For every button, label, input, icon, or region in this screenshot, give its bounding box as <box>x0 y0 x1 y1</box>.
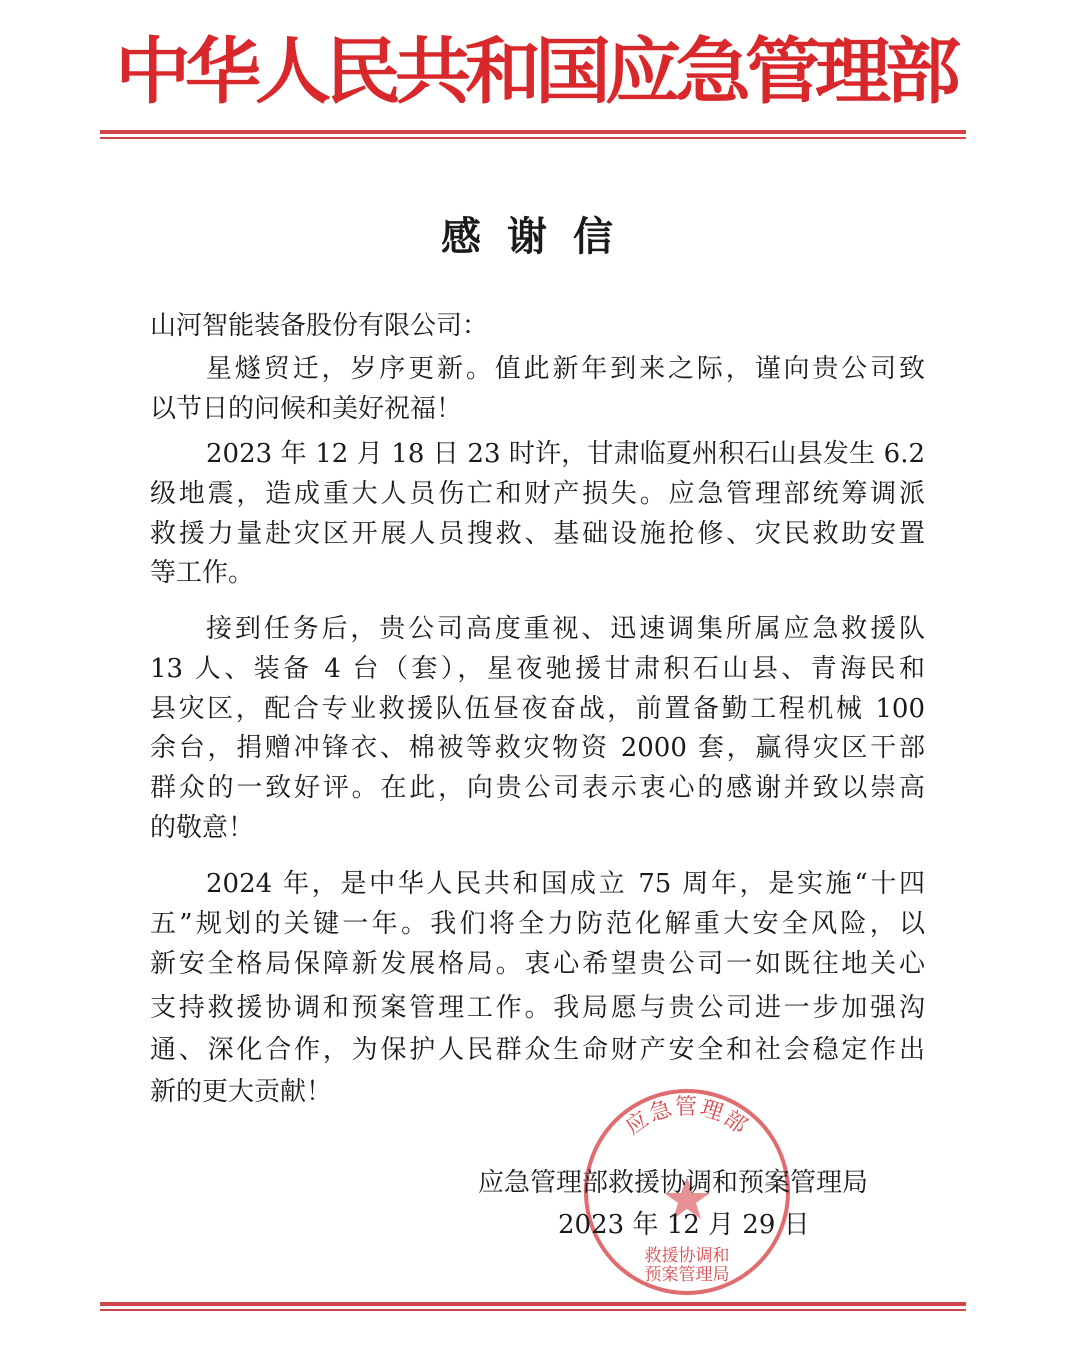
footer-rule-thin <box>100 1309 966 1311</box>
signature-date: 2023 年 12 月 29 日 <box>558 1210 810 1240</box>
letterhead: 中华人民共和国应急管理部 <box>115 29 955 114</box>
signature-org: 应急管理部救援协调和预案管理局 <box>478 1168 869 1198</box>
seal-bottom-text: 救援协调和预案管理局 <box>644 1246 730 1285</box>
body-line: 余台，捐赠冲锋衣、棉被等救灾物资 2000 套，赢得灾区干部 <box>150 733 925 763</box>
body-line: 群众的一致好评。在此，向贵公司表示衷心的感谢并致以崇高 <box>150 773 925 803</box>
seal-top-text: 应急管理部 <box>621 1095 753 1141</box>
letter-title: 感谢信 <box>441 214 639 260</box>
body-line: 2024 年，是中华人民共和国成立 75 周年，是实施“十四 <box>206 869 925 899</box>
header-rule-thin <box>100 137 966 139</box>
body-line: 五”规划的关键一年。我们将全力防范化解重大安全风险，以 <box>150 909 925 939</box>
body-line: 的敬意！ <box>150 813 255 843</box>
body-line: 等工作。 <box>150 558 255 588</box>
body-line: 以节日的问候和美好祝福！ <box>150 394 463 424</box>
body-line: 2023 年 12 月 18 日 23 时许，甘肃临夏州积石山县发生 6.2 <box>206 439 925 469</box>
header-rule-thick <box>100 130 966 134</box>
body-line: 星燧贸迁，岁序更新。值此新年到来之际，谨向贵公司致 <box>206 354 925 384</box>
body-line: 新的更大贡献！ <box>150 1077 333 1107</box>
footer-rule-thick <box>100 1302 966 1306</box>
body-line: 级地震，造成重大人员伤亡和财产损失。应急管理部统筹调派 <box>150 479 925 509</box>
body-line: 接到任务后，贵公司高度重视、迅速调集所属应急救援队 <box>206 614 925 644</box>
body-line: 县灾区，配合专业救援队伍昼夜奋战，前置备勤工程机械 100 <box>150 694 925 724</box>
salutation: 山河智能装备股份有限公司： <box>150 311 489 341</box>
body-line: 支持救援协调和预案管理工作。我局愿与贵公司进一步加强沟 <box>150 993 925 1023</box>
body-line: 13 人、装备 4 台（套），星夜驰援甘肃积石山县、青海民和 <box>150 654 925 684</box>
body-line: 新安全格局保障新发展格局。衷心希望贵公司一如既往地关心 <box>150 949 925 979</box>
body-line: 通、深化合作，为保护人民群众生命财产安全和社会稳定作出 <box>150 1035 925 1065</box>
body-line: 救援力量赴灾区开展人员搜救、基础设施抢修、灾民救助安置 <box>150 519 925 549</box>
